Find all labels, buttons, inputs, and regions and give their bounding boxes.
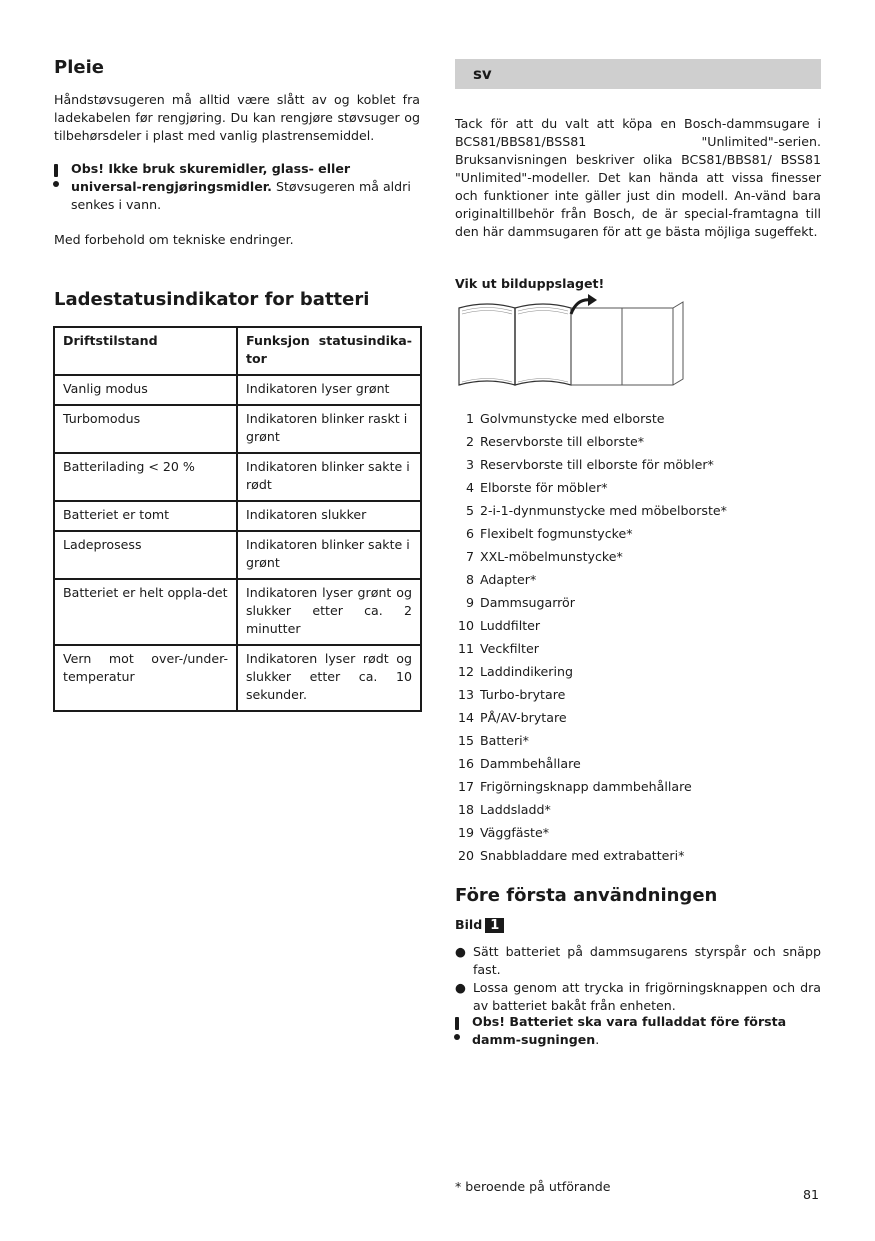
table-header-row xyxy=(54,327,421,375)
list-item xyxy=(455,732,727,755)
bullet-item xyxy=(455,943,821,979)
pleie-intro: Håndstøvsugeren må alltid være slått av og koblet fra ladekabelen før rengjøring. Du kan rengjøre støvsuger og tilbehørsdeler i plast med vanlig plastrensemiddel. xyxy=(54,92,420,143)
first-use-warning-end: . xyxy=(595,1032,600,1047)
part-number: 6 xyxy=(465,526,474,541)
page-number: 81 xyxy=(803,1187,820,1202)
sv-intro: Tack för att du valt att köpa en Bosch-dammsugare i BCS81/BBS81/BSS81 "Unlimited"-serien. Bruksanvisningen beskriver olika BCS81/BBS81/ BSS81 "Unlimited"-modeller. Det kan hända att vissa finesser och funktioner inte gäller just din modell. An-vänd bara originaltillbehör från Bosch, de är special-framtagna till den här dammsugaren för att ge bästa möjliga sugeffekt. xyxy=(455,116,821,239)
table-cell: Indikatoren blinker raskt i grønt xyxy=(237,405,421,453)
part-label: Väggfäste* xyxy=(480,825,550,840)
list-item xyxy=(455,525,727,548)
table-cell: Indikatoren blinker sakte i rødt xyxy=(237,453,421,501)
part-number: 8 xyxy=(465,572,474,587)
table-cell: Vanlig modus xyxy=(54,375,237,405)
pleie-note: Med forbehold om tekniske endringer. xyxy=(54,232,294,247)
part-label: Reservborste till elborste för möbler* xyxy=(480,457,714,472)
first-use-bullets xyxy=(455,943,821,1015)
warning-icon xyxy=(52,164,62,189)
parts-list xyxy=(455,410,727,870)
part-number: 1 xyxy=(465,411,474,426)
part-label: Reservborste till elborste* xyxy=(480,434,645,449)
part-label: Batteri* xyxy=(480,733,529,748)
table-cell: Indikatoren blinker sakte i grønt xyxy=(237,531,421,579)
part-label: Elborste för möbler* xyxy=(480,480,608,495)
figure-label: Bild xyxy=(455,917,483,932)
part-number: 18 xyxy=(457,802,474,817)
pleie-warning xyxy=(71,160,411,214)
bullet-item xyxy=(455,979,821,1015)
language-bar xyxy=(455,59,821,89)
part-number: 4 xyxy=(465,480,474,495)
part-label: Veckfilter xyxy=(480,641,539,656)
part-number: 3 xyxy=(465,457,474,472)
part-number: 9 xyxy=(465,595,474,610)
part-number: 13 xyxy=(457,687,474,702)
part-number: 5 xyxy=(465,503,474,518)
fold-out-book-icon xyxy=(455,290,687,390)
table-row xyxy=(54,645,421,711)
part-number: 19 xyxy=(457,825,474,840)
table-cell: Indikatoren lyser grønt og slukker etter ca. 2 minutter xyxy=(237,579,421,645)
figure-number-badge: 1 xyxy=(485,918,504,933)
part-label: Frigörningsknapp dammbehållare xyxy=(480,779,692,794)
list-item xyxy=(455,686,727,709)
list-item xyxy=(455,479,727,502)
part-label: XXL-möbelmunstycke* xyxy=(480,549,623,564)
table-cell: Ladeprosess xyxy=(54,531,237,579)
part-number: 10 xyxy=(457,618,474,633)
part-number: 2 xyxy=(465,434,474,449)
figure-reference xyxy=(455,916,504,934)
part-label: 2-i-1-dynmunstycke med möbelborste* xyxy=(480,503,727,518)
bullet-icon: ● xyxy=(455,980,466,995)
table-row xyxy=(54,501,421,531)
part-label: Turbo-brytare xyxy=(480,687,566,702)
list-item xyxy=(455,594,727,617)
table-cell: Batterilading < 20 % xyxy=(54,453,237,501)
list-item xyxy=(455,755,727,778)
part-number: 17 xyxy=(457,779,474,794)
list-item xyxy=(455,709,727,732)
table-cell: Turbomodus xyxy=(54,405,237,453)
first-use-warning-bold: Obs! Batteriet ska vara fulladdat före första damm-sugningen xyxy=(472,1014,787,1047)
first-use-heading: Före första användningen xyxy=(455,885,718,906)
list-item xyxy=(455,847,727,870)
bullet-icon: ● xyxy=(455,944,466,959)
list-item xyxy=(455,663,727,686)
part-number: 20 xyxy=(457,848,474,863)
part-label: Snabbladdare med extrabatteri* xyxy=(480,848,685,863)
table-row xyxy=(54,375,421,405)
table-cell: Batteriet er helt oppla-det xyxy=(54,579,237,645)
ladestatus-table xyxy=(53,326,422,712)
part-number: 12 xyxy=(457,664,474,679)
table-row xyxy=(54,579,421,645)
table-cell: Vern mot over-/under-temperatur xyxy=(54,645,237,711)
list-item xyxy=(455,640,727,663)
list-item xyxy=(455,456,727,479)
table-cell: Indikatoren slukker xyxy=(237,501,421,531)
part-number: 7 xyxy=(465,549,474,564)
list-item xyxy=(455,410,727,433)
ladestatus-heading: Ladestatusindikator for batteri xyxy=(54,289,370,310)
fold-out-label: Vik ut bilduppslaget! xyxy=(455,276,605,291)
list-item xyxy=(455,548,727,571)
part-label: Flexibelt fogmunstycke* xyxy=(480,526,633,541)
part-label: Adapter* xyxy=(480,572,537,587)
table-row xyxy=(54,405,421,453)
warning-icon xyxy=(453,1017,463,1042)
footnote: * beroende på utförande xyxy=(455,1179,611,1194)
table-header-cell: Driftstilstand xyxy=(54,327,237,375)
pleie-heading: Pleie xyxy=(54,57,104,78)
list-item xyxy=(455,433,727,456)
list-item xyxy=(455,502,727,525)
part-label: Laddindikering xyxy=(480,664,573,679)
part-label: Golvmunstycke med elborste xyxy=(480,411,665,426)
part-number: 14 xyxy=(457,710,474,725)
table-row xyxy=(54,531,421,579)
list-item xyxy=(455,778,727,801)
table-header-cell: Funksjon statusindika-tor xyxy=(237,327,421,375)
table-cell: Indikatoren lyser rødt og slukker etter ca. 10 sekunder. xyxy=(237,645,421,711)
table-cell: Batteriet er tomt xyxy=(54,501,237,531)
bullet-text: Lossa genom att trycka in frigörningsknappen och dra av batteriet bakåt från enheten. xyxy=(473,980,821,1013)
part-label: Dammbehållare xyxy=(480,756,581,771)
list-item xyxy=(455,571,727,594)
pleie-warning-bold: Obs! Ikke bruk skuremidler, glass- eller universal-rengjøringsmidler. xyxy=(71,161,351,194)
list-item xyxy=(455,801,727,824)
pleie-warning-text: Støvsugeren må aldri senkes i vann. xyxy=(71,179,411,212)
part-number: 15 xyxy=(457,733,474,748)
first-use-warning xyxy=(472,1013,821,1049)
list-item xyxy=(455,617,727,640)
language-code: sv xyxy=(473,65,492,83)
table-cell: Indikatoren lyser grønt xyxy=(237,375,421,405)
part-label: Laddsladd* xyxy=(480,802,551,817)
list-item xyxy=(455,824,727,847)
part-label: Dammsugarrör xyxy=(480,595,575,610)
part-label: PÅ/AV-brytare xyxy=(480,710,567,725)
bullet-text: Sätt batteriet på dammsugarens styrspår och snäpp fast. xyxy=(473,944,821,977)
part-number: 11 xyxy=(457,641,474,656)
part-label: Luddfilter xyxy=(480,618,541,633)
table-row xyxy=(54,453,421,501)
part-number: 16 xyxy=(457,756,474,771)
